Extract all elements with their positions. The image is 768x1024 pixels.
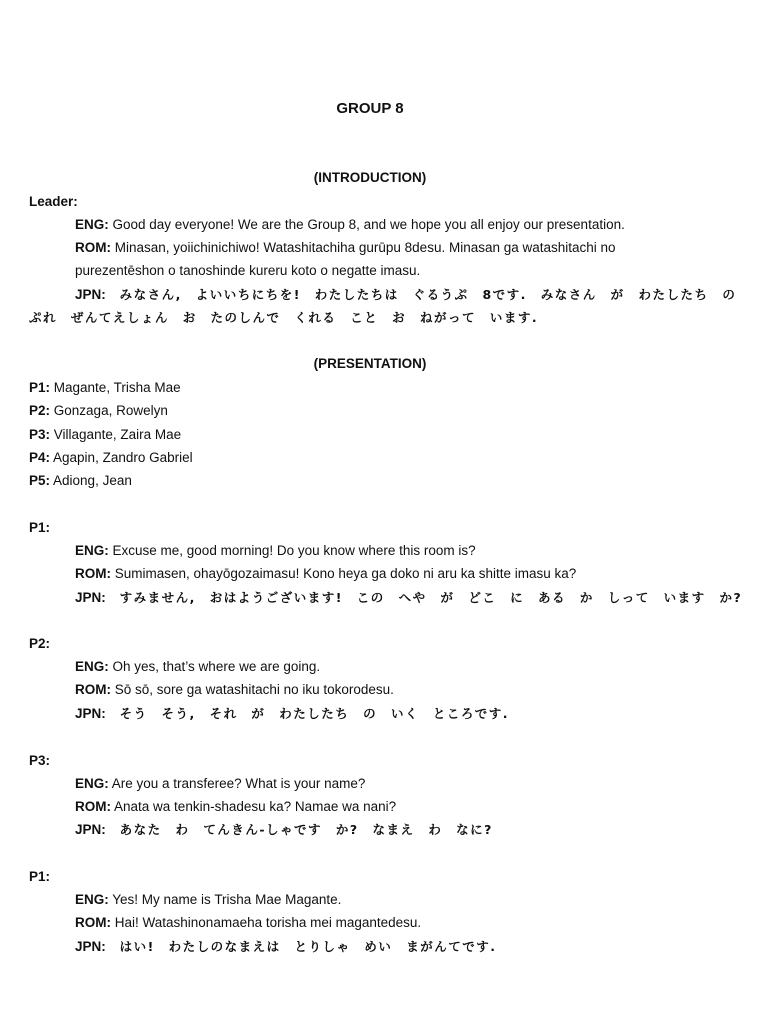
member-row [29, 472, 132, 490]
intro-eng-line [75, 216, 625, 234]
member-label: P4: [29, 450, 51, 465]
eng-label: ENG: [75, 543, 109, 558]
dialogue-rom-line [75, 914, 421, 932]
dialogue-eng-line [75, 542, 476, 560]
member-row [29, 426, 181, 444]
jpn-label: JPN: [75, 287, 106, 302]
dialogue-rom-line [75, 565, 576, 583]
dialogue-speaker-label: P3: [29, 753, 51, 768]
member-name: Adiong, Jean [53, 473, 132, 488]
eng-label: ENG: [75, 776, 109, 791]
intro-rom-text-1: Minasan, yoiichinichiwo! Watashitachiha gurūpu 8desu. Minasan ga watashitachi no [114, 240, 616, 255]
dialogue-rom-text: Sō sō, sore ga watashitachi no iku tokorodesu. [114, 682, 394, 697]
jpn-label: JPN: [75, 706, 106, 721]
leader-speaker-label: Leader: [29, 194, 78, 209]
introduction-heading: (INTRODUCTION) [313, 170, 427, 185]
dialogue-eng-line [75, 775, 365, 793]
presentation-heading: (PRESENTATION) [313, 356, 427, 371]
eng-label: ENG: [75, 892, 109, 907]
dialogue-speaker-label: P1: [29, 869, 51, 884]
dialogue-jpn-line [75, 589, 742, 607]
dialogue-eng-text: Yes! My name is Trisha Mae Magante. [112, 892, 342, 907]
member-label: P3: [29, 427, 51, 442]
dialogue-rom-line [75, 798, 396, 816]
eng-label: ENG: [75, 217, 109, 232]
rom-label: ROM: [75, 566, 111, 581]
dialogue-rom-text: Sumimasen, ohayōgozaimasu! Kono heya ga doko ni aru ka shitte imasu ka? [114, 566, 577, 581]
dialogue-jpn-line [75, 821, 493, 839]
intro-rom-line [75, 239, 616, 257]
member-label: P2: [29, 403, 51, 418]
jpn-label: JPN: [75, 822, 106, 837]
rom-label: ROM: [75, 915, 111, 930]
rom-label: ROM: [75, 799, 111, 814]
member-name: Magante, Trisha Mae [53, 380, 181, 395]
dialogue-eng-text: Excuse me, good morning! Do you know where this room is? [112, 543, 476, 558]
member-name: Gonzaga, Rowelyn [53, 403, 168, 418]
dialogue-jpn-line [75, 705, 509, 723]
dialogue-jpn-text: すみません, おはようございます! この へや が どこ に ある か しって います か? [119, 590, 743, 605]
dialogue-rom-text: Anata wa tenkin-shadesu ka? Namae wa nani? [114, 799, 397, 814]
rom-label: ROM: [75, 682, 111, 697]
rom-label: ROM: [75, 240, 111, 255]
member-row [29, 402, 168, 420]
member-label: P5: [29, 473, 51, 488]
intro-jpn-text-2: ぷれ ぜんてえしょん お たのしんで くれる こと お ねがって います. [29, 310, 539, 325]
dialogue-eng-line [75, 891, 341, 909]
member-name: Agapin, Zandro Gabriel [53, 450, 193, 465]
intro-eng-text: Good day everyone! We are the Group 8, and we hope you all enjoy our presentation. [112, 217, 625, 232]
document-title: GROUP 8 [336, 100, 404, 117]
dialogue-jpn-text: はい! わたしのなまえは とりしゃ めい まがんてです. [119, 939, 497, 954]
member-label: P1: [29, 380, 51, 395]
jpn-label: JPN: [75, 939, 106, 954]
member-row [29, 379, 181, 397]
eng-label: ENG: [75, 659, 109, 674]
member-row [29, 449, 193, 467]
dialogue-eng-text: Are you a transferee? What is your name? [111, 776, 366, 791]
dialogue-eng-text: Oh yes, that’s where we are going. [112, 659, 321, 674]
dialogue-rom-line [75, 681, 394, 699]
intro-rom-text-2: purezentēshon o tanoshinde kureru koto o negatte imasu. [75, 263, 421, 278]
member-name: Villagante, Zaira Mae [53, 427, 182, 442]
dialogue-eng-line [75, 658, 320, 676]
jpn-label: JPN: [75, 590, 106, 605]
dialogue-jpn-text: そう そう, それ が わたしたち の いく ところです. [119, 706, 509, 721]
dialogue-jpn-line [75, 938, 496, 956]
intro-jpn-text-1: みなさん, よいいちにちを! わたしたちは ぐるうぷ 8です. みなさん が わたしたち の [119, 287, 737, 302]
dialogue-speaker-label: P1: [29, 520, 51, 535]
dialogue-speaker-label: P2: [29, 636, 51, 651]
intro-jpn-line [75, 286, 736, 304]
dialogue-jpn-text: あなた わ てんきん-しゃです か? なまえ わ なに? [119, 822, 493, 837]
dialogue-rom-text: Hai! Watashinonamaeha torisha mei magantedesu. [114, 915, 422, 930]
